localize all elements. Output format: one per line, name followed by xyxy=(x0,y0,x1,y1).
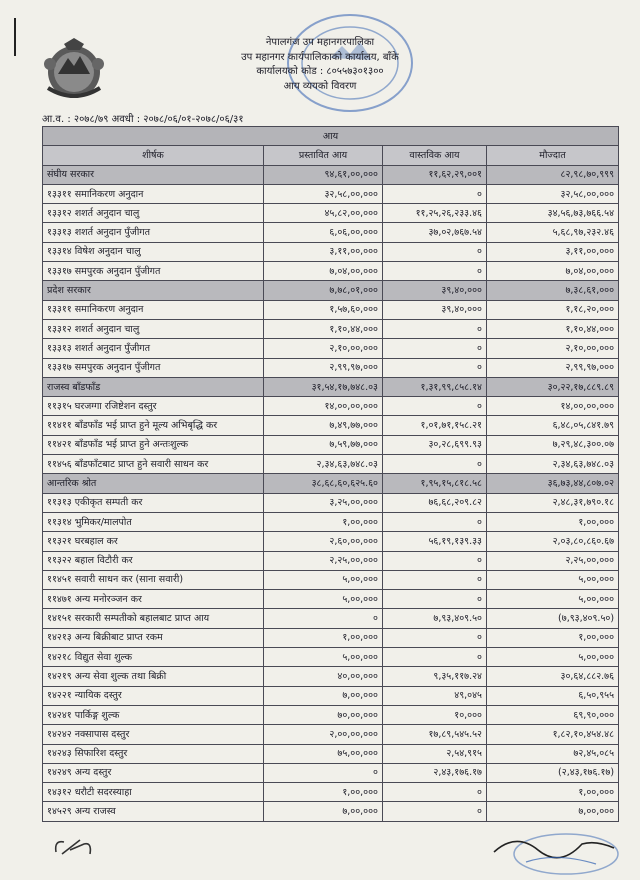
balance-cell: १,००,००० xyxy=(487,512,619,531)
row-heading-cell: १४५२९ अन्य राजस्व xyxy=(43,802,264,821)
row-heading-cell: १३३११ समानिकरण अनुदान xyxy=(43,184,264,203)
actual-income-cell: ० xyxy=(383,319,487,338)
report-title: आय व्ययको विवरण xyxy=(283,80,357,92)
actual-income-cell: ९,३५,११७.२४ xyxy=(383,667,487,686)
signature-icon xyxy=(486,822,626,878)
balance-cell: ७,०४,००,००० xyxy=(487,262,619,281)
row-heading-cell: राजस्व बाँडफाँड xyxy=(43,377,264,396)
row-heading-cell: १४२४९ अन्य दस्तुर xyxy=(43,763,264,782)
row-heading-cell: १४१५१ सरकारी सम्पतीको बहालबाट प्राप्त आय xyxy=(43,609,264,628)
balance-cell: ६,४८,०५,८४१.७९ xyxy=(487,416,619,435)
row-heading-cell: प्रदेश सरकार xyxy=(43,281,264,300)
balance-cell: ३०,६४,८८२.७६ xyxy=(487,667,619,686)
proposed-income-cell: ३,२५,००,००० xyxy=(264,493,383,512)
actual-income-cell: २,४३,१७६.१७ xyxy=(383,763,487,782)
row-heading-cell: १३३१२ शशर्त अनुदान चालु xyxy=(43,204,264,223)
actual-income-cell: ३९,४०,००० xyxy=(383,281,487,300)
balance-cell: २,३४,६३,७४८.०३ xyxy=(487,455,619,474)
group-row xyxy=(43,377,619,396)
row-heading-cell: ११४२१ बाँडफाँड भई प्राप्त हुने अन्तःशुल्क xyxy=(43,435,264,454)
row-heading-cell: १३३१२ शशर्त अनुदान चालु xyxy=(43,319,264,338)
balance-cell: १,८२,१०,४५४.४८ xyxy=(487,725,619,744)
actual-income-cell: ० xyxy=(383,628,487,647)
actual-income-cell: ० xyxy=(383,648,487,667)
proposed-income-cell: १,५७,६०,००० xyxy=(264,300,383,319)
actual-income-cell: ११,६२,२९,००१ xyxy=(383,165,487,184)
proposed-income-cell: ७,००,००० xyxy=(264,802,383,821)
proposed-income-cell: १,००,००० xyxy=(264,783,383,802)
row-heading-cell: १४२२१ न्यायिक दस्तुर xyxy=(43,686,264,705)
balance-cell: २,०३,८०,८६०.६७ xyxy=(487,532,619,551)
table-row xyxy=(43,204,619,223)
balance-cell: ६,५०,९५५ xyxy=(487,686,619,705)
office-name: उप महानगर कार्यपालिकाको कार्यालय, बाँके xyxy=(241,51,399,63)
table-header-row xyxy=(43,146,619,165)
table-row xyxy=(43,667,619,686)
balance-cell: (७,९३,४०९.५०) xyxy=(487,609,619,628)
row-heading-cell: संघीय सरकार xyxy=(43,165,264,184)
column-header-balance: मौज्दात xyxy=(487,146,619,165)
actual-income-cell: ० xyxy=(383,262,487,281)
balance-cell: ३०,२२,१७,८८९.८९ xyxy=(487,377,619,396)
table-row xyxy=(43,512,619,531)
balance-cell: ३६,७३,४४,८०७.०२ xyxy=(487,474,619,493)
signature-icon xyxy=(50,832,98,862)
proposed-income-cell: ३१,५४,१७,७४८.०३ xyxy=(264,377,383,396)
actual-income-cell: ४९,०४५ xyxy=(383,686,487,705)
actual-income-cell: ० xyxy=(383,397,487,416)
column-header-heading: शीर्षक xyxy=(43,146,264,165)
actual-income-cell: ३७,०२,७६७.५४ xyxy=(383,223,487,242)
row-heading-cell: ११४७१ अन्य मनोरञ्जन कर xyxy=(43,590,264,609)
proposed-income-cell: ५,००,००० xyxy=(264,570,383,589)
table-title: आय xyxy=(43,127,619,146)
office-code: कार्यालयको कोड : ८०५५७३०१३०० xyxy=(256,66,384,77)
balance-cell: ३२,५८,००,००० xyxy=(487,184,619,203)
column-header-actual: वास्तविक आय xyxy=(383,146,487,165)
table-row xyxy=(43,570,619,589)
group-row xyxy=(43,281,619,300)
table-row xyxy=(43,744,619,763)
row-heading-cell: ११४५१ सवारी साधन कर (साना सवारी) xyxy=(43,570,264,589)
proposed-income-cell: ४५,८२,००,००० xyxy=(264,204,383,223)
proposed-income-cell: ३२,५८,००,००० xyxy=(264,184,383,203)
nepal-emblem-icon xyxy=(34,34,114,106)
row-heading-cell: १४२४१ पार्किङ्ग शुल्क xyxy=(43,705,264,724)
actual-income-cell: १,३१,९९,८५८.१४ xyxy=(383,377,487,396)
actual-income-cell: ३०,२८,६९९.९३ xyxy=(383,435,487,454)
table-row xyxy=(43,455,619,474)
table-row xyxy=(43,648,619,667)
table-row xyxy=(43,686,619,705)
table-row xyxy=(43,339,619,358)
actual-income-cell: २,५४,९१५ xyxy=(383,744,487,763)
proposed-income-cell: ७,७८,०१,००० xyxy=(264,281,383,300)
actual-income-cell: ० xyxy=(383,802,487,821)
proposed-income-cell: २,१०,००,००० xyxy=(264,339,383,358)
proposed-income-cell: ७,००,००० xyxy=(264,686,383,705)
balance-cell: १,००,००० xyxy=(487,783,619,802)
office-header xyxy=(150,36,490,94)
balance-cell: ५,००,००० xyxy=(487,648,619,667)
balance-cell: ५,००,००० xyxy=(487,590,619,609)
balance-cell: २,१०,००,००० xyxy=(487,339,619,358)
proposed-income-cell: ७५,००,००० xyxy=(264,744,383,763)
row-heading-cell: ११४५६ बाँडफाँटबाट प्राप्त हुने सवारी साधन कर xyxy=(43,455,264,474)
proposed-income-cell: ५,००,००० xyxy=(264,590,383,609)
actual-income-cell: ११,२५,२६,२३३.४६ xyxy=(383,204,487,223)
balance-cell: (२,४३,१७६.१७) xyxy=(487,763,619,782)
balance-cell: ७,००,००० xyxy=(487,802,619,821)
proposed-income-cell: ० xyxy=(264,763,383,782)
actual-income-cell: ७,९३,४०९.५० xyxy=(383,609,487,628)
row-heading-cell: १३३११ समानिकरण अनुदान xyxy=(43,300,264,319)
proposed-income-cell: ७,५९,७७,००० xyxy=(264,435,383,454)
balance-cell: ६९,९०,००० xyxy=(487,705,619,724)
actual-income-cell: ० xyxy=(383,358,487,377)
table-row xyxy=(43,262,619,281)
table-row xyxy=(43,493,619,512)
balance-cell: ५,००,००० xyxy=(487,570,619,589)
table-row xyxy=(43,763,619,782)
actual-income-cell: ० xyxy=(383,339,487,358)
fiscal-period: आ.व. : २०७८/७९ अवधी : २०७८/०६/०१-२०७८/०६/३१ xyxy=(42,114,244,125)
proposed-income-cell: ० xyxy=(264,609,383,628)
table-row xyxy=(43,628,619,647)
actual-income-cell: १,९५,१५,८१८.५८ xyxy=(383,474,487,493)
balance-cell: २,९९,९७,००० xyxy=(487,358,619,377)
table-row xyxy=(43,783,619,802)
proposed-income-cell: ४०,००,००० xyxy=(264,667,383,686)
balance-cell: १४,००,००,००० xyxy=(487,397,619,416)
balance-cell: २,४८,३१,७९०.१८ xyxy=(487,493,619,512)
column-header-proposed: प्रस्तावित आय xyxy=(264,146,383,165)
table-row xyxy=(43,551,619,570)
row-heading-cell: १४२१९ अन्य सेवा शुल्क तथा बिक्री xyxy=(43,667,264,686)
actual-income-cell: १,०१,७१,१५८.२१ xyxy=(383,416,487,435)
balance-cell: ७२,४५,०८५ xyxy=(487,744,619,763)
income-table xyxy=(42,126,619,822)
balance-cell: ७,२९,४८,३००.०७ xyxy=(487,435,619,454)
row-heading-cell: १४२१८ विद्युत सेवा शुल्क xyxy=(43,648,264,667)
table-row xyxy=(43,223,619,242)
actual-income-cell: ० xyxy=(383,512,487,531)
balance-cell: १,१०,४४,००० xyxy=(487,319,619,338)
actual-income-cell: ५६,१९,१३९.३३ xyxy=(383,532,487,551)
proposed-income-cell: ३८,६८,६०,६२५.६० xyxy=(264,474,383,493)
proposed-income-cell: २,००,००,००० xyxy=(264,725,383,744)
actual-income-cell: ० xyxy=(383,783,487,802)
row-heading-cell: ११३२१ घरबहाल कर xyxy=(43,532,264,551)
proposed-income-cell: २,६०,००,००० xyxy=(264,532,383,551)
table-row xyxy=(43,300,619,319)
proposed-income-cell: १,१०,४४,००० xyxy=(264,319,383,338)
actual-income-cell: ० xyxy=(383,590,487,609)
balance-cell: ३,११,००,००० xyxy=(487,242,619,261)
proposed-income-cell: १,००,००० xyxy=(264,512,383,531)
balance-cell: ८२,९८,७०,९९९ xyxy=(487,165,619,184)
proposed-income-cell: ५,००,००० xyxy=(264,648,383,667)
actual-income-cell: ० xyxy=(383,184,487,203)
row-heading-cell: १३३१७ समपुरक अनुदान पुँजीगत xyxy=(43,358,264,377)
proposed-income-cell: २,३४,६३,७४८.०३ xyxy=(264,455,383,474)
row-heading-cell: १३३१३ शशर्त अनुदान पुँजीगत xyxy=(43,223,264,242)
balance-cell: ७,३८,६१,००० xyxy=(487,281,619,300)
proposed-income-cell: २,२५,००,००० xyxy=(264,551,383,570)
actual-income-cell: ० xyxy=(383,551,487,570)
group-row xyxy=(43,474,619,493)
proposed-income-cell: ३,११,००,००० xyxy=(264,242,383,261)
actual-income-cell: ० xyxy=(383,455,487,474)
actual-income-cell: ७६,६८,२०९.८२ xyxy=(383,493,487,512)
margin-mark xyxy=(14,18,16,56)
balance-cell: १,१८,२०,००० xyxy=(487,300,619,319)
proposed-income-cell: ७०,००,००० xyxy=(264,705,383,724)
row-heading-cell: १३३१७ समपुरक अनुदान पुँजीगत xyxy=(43,262,264,281)
table-row xyxy=(43,416,619,435)
row-heading-cell: १४३१२ धरौटी सदरस्याहा xyxy=(43,783,264,802)
table-row xyxy=(43,705,619,724)
row-heading-cell: ११३१४ भुमिकर/मालपोत xyxy=(43,512,264,531)
row-heading-cell: १४२४३ सिफारिश दस्तुर xyxy=(43,744,264,763)
actual-income-cell: ० xyxy=(383,570,487,589)
table-row xyxy=(43,435,619,454)
table-row xyxy=(43,184,619,203)
row-heading-cell: १४२४२ नक्सापास दस्तुर xyxy=(43,725,264,744)
row-heading-cell: ११४११ बाँडफाँड भई प्राप्त हुने मूल्य अभिबृद्धि कर xyxy=(43,416,264,435)
row-heading-cell: १३३१३ शशर्त अनुदान पुँजीगत xyxy=(43,339,264,358)
actual-income-cell: ३९,४०,००० xyxy=(383,300,487,319)
balance-cell: ५,६८,९७,२३२.४६ xyxy=(487,223,619,242)
table-row xyxy=(43,802,619,821)
row-heading-cell: ११३२२ बहाल विटौरी कर xyxy=(43,551,264,570)
row-heading-cell: १३३१४ विषेश अनुदान चालु xyxy=(43,242,264,261)
table-row xyxy=(43,242,619,261)
row-heading-cell: १४२१३ अन्य बिक्रीबाट प्राप्त रकम xyxy=(43,628,264,647)
row-heading-cell: ११३१३ एकीकृत सम्पती कर xyxy=(43,493,264,512)
table-title-row xyxy=(43,127,619,146)
row-heading-cell: ११३१५ घरजग्गा रजिष्टेशन दस्तुर xyxy=(43,397,264,416)
municipality-name: नेपालगंज उप महानगरपालिका xyxy=(265,37,375,48)
group-row xyxy=(43,165,619,184)
table-row xyxy=(43,358,619,377)
actual-income-cell: ० xyxy=(383,242,487,261)
table-row xyxy=(43,725,619,744)
proposed-income-cell: ६,०६,००,००० xyxy=(264,223,383,242)
table-row xyxy=(43,609,619,628)
actual-income-cell: १७,८९,५४५.५२ xyxy=(383,725,487,744)
balance-cell: १,००,००० xyxy=(487,628,619,647)
table-row xyxy=(43,319,619,338)
proposed-income-cell: ७,०४,००,००० xyxy=(264,262,383,281)
balance-cell: ३४,५६,७३,७६६.५४ xyxy=(487,204,619,223)
proposed-income-cell: १,००,००० xyxy=(264,628,383,647)
proposed-income-cell: ७,४९,७७,००० xyxy=(264,416,383,435)
table-row xyxy=(43,397,619,416)
table-row xyxy=(43,532,619,551)
table-row xyxy=(43,590,619,609)
actual-income-cell: १०,००० xyxy=(383,705,487,724)
proposed-income-cell: १४,००,००,००० xyxy=(264,397,383,416)
balance-cell: २,२५,००,००० xyxy=(487,551,619,570)
proposed-income-cell: ९४,६१,००,००० xyxy=(264,165,383,184)
proposed-income-cell: २,९९,९७,००० xyxy=(264,358,383,377)
row-heading-cell: आन्तरिक श्रोत xyxy=(43,474,264,493)
